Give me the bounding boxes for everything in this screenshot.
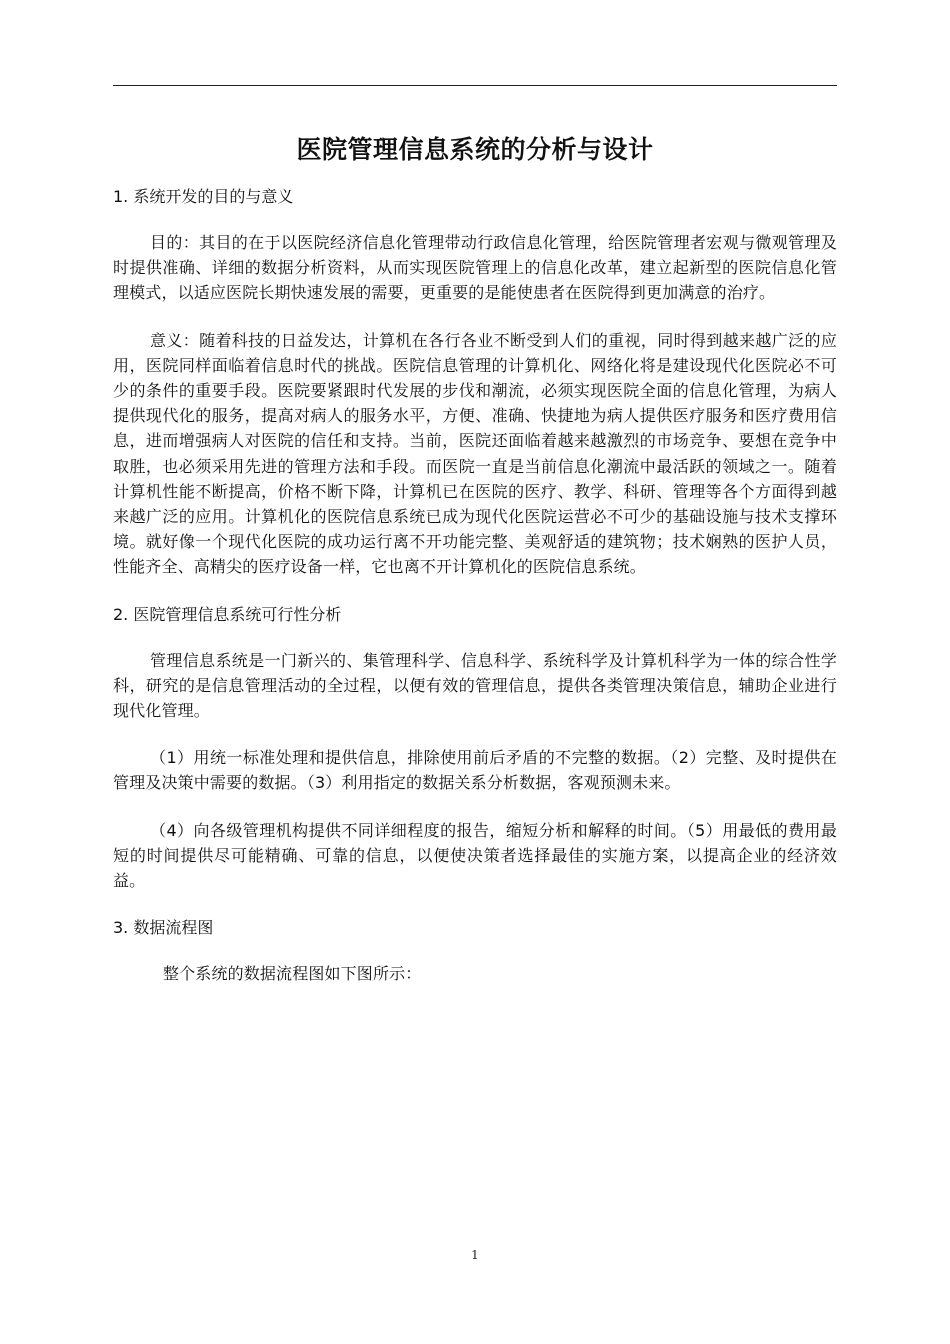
page-number: 1: [471, 1248, 479, 1262]
paragraph-functions-4-5: （4）向各级管理机构提供不同详细程度的报告，缩短分析和解释的时间。（5）用最低的费用最短的时间提供尽可能精确、可靠的信息，以便使决策者选择最佳的实施方案，以提高企业的经济效益。: [113, 820, 837, 891]
document-title: 医院管理信息系统的分析与设计: [296, 135, 654, 164]
header-rule: [113, 85, 837, 86]
section-heading-purpose: 1. 系统开发的目的与意义: [113, 187, 294, 206]
paragraph-significance: 意义：随着科技的日益发达，计算机在各行各业不断受到人们的重视，同时得到越来越广泛的应用，医院同样面临着信息时代的挑战。医院信息管理的计算机化、网络化将是建设现代化医院必不可少的条件的重要手段。医院要紧跟时代发展的步伐和潮流，必须实现医院全面的信息化管理，为病人提供现代化的服务，提高对病人的服务水平，方便、准确、快捷地为病人提供医疗服务和医疗费用信息，进而增强病人对医院的信任和支持。当前，医院还面临着越来越激烈的市场竞争、要想在竞争中取胜，也必须采用先进的管理方法和手段。而医院一直是当前信息化潮流中最活跃的领域之一。随着计算机性能不断提高，价格不断下降，计算机已在医院的医疗、教学、科研、管理等各个方面得到越来越广泛的应用。计算机化的医院信息系统已成为现代化医院运营必不可少的基础设施与技术支撑环境。就好像一个现代化医院的成功运行离不开功能完整、美观舒适的建筑物；技术娴熟的医护人员，性能齐全、高精尖的医疗设备一样，它也离不开计算机化的医院信息系统。: [113, 330, 837, 577]
document-body: [113, 128, 837, 1008]
paragraph-functions-1-3: （1）用统一标准处理和提供信息，排除使用前后矛盾的不完整的数据。（2）完整、及时提供在管理及决策中需要的数据。（3）利用指定的数据关系分析数据，客观预测未来。: [113, 748, 837, 793]
paragraph-dataflow-intro: 整个系统的数据流程图如下图所示：: [163, 964, 422, 984]
section-heading-feasibility: 2. 医院管理信息系统可行性分析: [113, 604, 342, 624]
paragraph-purpose: 目的：其目的在于以医院经济信息化管理带动行政信息化管理，给医院管理者宏观与微观管理及时提供准确、详细的数据分析资料，从而实现医院管理上的信息化改革，建立起新型的医院信息化管理模式，以适应医院长期快速发展的需要，更重要的是能使患者在医院得到更加满意的治疗。: [113, 233, 837, 303]
paragraph-mis-definition: 管理信息系统是一门新兴的、集管理科学、信息科学、系统科学及计算机科学为一体的综合性学科，研究的是信息管理活动的全过程，以便有效的管理信息，提供各类管理决策信息，辅助企业进行现代化管理。: [113, 650, 837, 721]
section-heading-dataflow: 3. 数据流程图: [113, 918, 214, 938]
